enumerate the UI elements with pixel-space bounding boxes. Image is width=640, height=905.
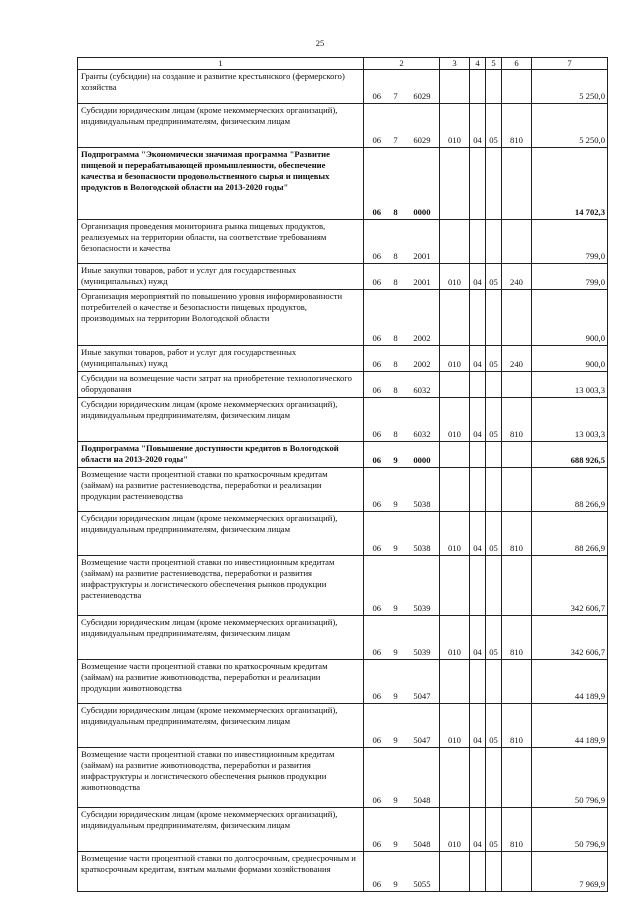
row-amount: 5 250,0: [532, 104, 608, 148]
code-direction: 5048: [413, 795, 431, 805]
row-code: [364, 290, 440, 346]
row-code: [364, 104, 440, 148]
row-col3: 010: [440, 512, 470, 556]
code-direction: 2001: [413, 277, 431, 287]
table-row: [78, 556, 608, 616]
code-section: 06: [372, 135, 382, 145]
table-row: [78, 808, 608, 852]
code-program: 9: [393, 647, 398, 657]
row-col3: [440, 660, 470, 704]
row-amount: 342 606,7: [532, 616, 608, 660]
row-code: [364, 70, 440, 104]
code-direction: 5048: [413, 839, 431, 849]
budget-table: [77, 57, 608, 892]
code-direction: 5038: [413, 543, 431, 553]
row-col4: [470, 220, 486, 264]
row-col4: 04: [470, 104, 486, 148]
row-col5: 05: [486, 398, 502, 442]
row-col4: 04: [470, 398, 486, 442]
row-amount: 88 266,9: [532, 468, 608, 512]
code-program: 8: [393, 207, 398, 217]
header-cell: 2: [364, 58, 440, 70]
row-col5: [486, 220, 502, 264]
row-col3: 010: [440, 704, 470, 748]
row-amount: 13 003,3: [532, 398, 608, 442]
code-program: 8: [393, 333, 398, 343]
code-program: 9: [393, 603, 398, 613]
code-program: 9: [393, 839, 398, 849]
row-col4: 04: [470, 346, 486, 372]
row-amount: 5 250,0: [532, 70, 608, 104]
row-col4: 04: [470, 616, 486, 660]
table-row: [78, 852, 608, 892]
row-description: Возмещение части процентной ставки по долгосрочным, среднесрочным и краткосрочным кредитам, взятым малыми формами хозяйствования: [78, 852, 364, 892]
table-row: [78, 70, 608, 104]
table-row: [78, 398, 608, 442]
row-code: [364, 398, 440, 442]
code-section: 06: [372, 385, 382, 395]
row-description: Организация мероприятий по повышению уровня информированности потребителей о качестве и безопасности пищевых продуктов, производимых на территории Вологодской области: [78, 290, 364, 346]
row-col5: 05: [486, 808, 502, 852]
table-row: [78, 660, 608, 704]
row-col5: [486, 660, 502, 704]
row-col6: [502, 372, 532, 398]
code-direction: 2002: [413, 333, 431, 343]
row-description: Субсидии на возмещение части затрат на приобретение технологического оборудования: [78, 372, 364, 398]
row-amount: 44 189,9: [532, 704, 608, 748]
row-amount: 799,0: [532, 264, 608, 290]
row-col6: [502, 852, 532, 892]
table-row: [78, 148, 608, 220]
code-program: 9: [393, 543, 398, 553]
row-col4: [470, 290, 486, 346]
row-code: [364, 468, 440, 512]
row-col6: [502, 468, 532, 512]
row-amount: 688 926,5: [532, 442, 608, 468]
row-col3: [440, 442, 470, 468]
row-col4: 04: [470, 704, 486, 748]
row-col4: [470, 660, 486, 704]
row-code: [364, 660, 440, 704]
row-col6: [502, 220, 532, 264]
table-row: [78, 220, 608, 264]
row-amount: 799,0: [532, 220, 608, 264]
row-amount: 50 796,9: [532, 808, 608, 852]
row-description: Субсидии юридическим лицам (кроме некоммерческих организаций), индивидуальным предпринимателям, физическим лицам: [78, 808, 364, 852]
row-code: [364, 616, 440, 660]
row-col6: [502, 70, 532, 104]
code-section: 06: [372, 603, 382, 613]
code-direction: 6029: [413, 91, 431, 101]
row-col3: [440, 468, 470, 512]
table-row: [78, 346, 608, 372]
row-col6: [502, 660, 532, 704]
row-col6: 240: [502, 264, 532, 290]
row-col5: [486, 852, 502, 892]
row-col4: [470, 852, 486, 892]
row-col5: 05: [486, 346, 502, 372]
row-code: [364, 852, 440, 892]
row-col4: 04: [470, 264, 486, 290]
row-col3: [440, 372, 470, 398]
code-section: 06: [372, 691, 382, 701]
row-col3: [440, 70, 470, 104]
table-row: [78, 442, 608, 468]
row-col3: 010: [440, 264, 470, 290]
code-section: 06: [372, 455, 382, 465]
row-description: Возмещение части процентной ставки по краткосрочным кредитам (займам) на развитие животноводства, переработки и реализации продукции животноводства: [78, 660, 364, 704]
code-section: 06: [372, 207, 382, 217]
table-row: [78, 748, 608, 808]
code-direction: 5038: [413, 499, 431, 509]
row-code: [364, 808, 440, 852]
row-col6: 810: [502, 398, 532, 442]
code-program: 8: [393, 385, 398, 395]
row-col3: 010: [440, 104, 470, 148]
row-description: Возмещение части процентной ставки по инвестиционным кредитам (займам) на развитие животноводства, переработки и развития инфраструктуры и логистического обеспечения рынков продукции животноводства: [78, 748, 364, 808]
code-direction: 2001: [413, 251, 431, 261]
row-col5: [486, 748, 502, 808]
row-description: Возмещение части процентной ставки по инвестиционным кредитам (займам) на развитие растениеводства, переработки и развития инфраструктуры и логистического обеспечения рынков продукции растениеводства: [78, 556, 364, 616]
row-description: Субсидии юридическим лицам (кроме некоммерческих организаций), индивидуальным предпринимателям, физическим лицам: [78, 704, 364, 748]
row-col3: [440, 556, 470, 616]
row-code: [364, 748, 440, 808]
row-col4: [470, 148, 486, 220]
row-col6: [502, 148, 532, 220]
row-code: [364, 372, 440, 398]
code-direction: 6029: [413, 135, 431, 145]
code-direction: 0000: [413, 207, 431, 217]
code-direction: 5047: [413, 691, 431, 701]
row-col4: [470, 748, 486, 808]
row-col3: 010: [440, 616, 470, 660]
code-program: 7: [393, 91, 398, 101]
code-section: 06: [372, 499, 382, 509]
code-program: 8: [393, 277, 398, 287]
code-direction: 0000: [413, 455, 431, 465]
row-col6: [502, 290, 532, 346]
row-col5: 05: [486, 512, 502, 556]
table-row: [78, 290, 608, 346]
row-col4: 04: [470, 512, 486, 556]
row-code: [364, 346, 440, 372]
code-program: 8: [393, 359, 398, 369]
row-col6: 810: [502, 616, 532, 660]
code-program: 9: [393, 691, 398, 701]
row-col4: [470, 70, 486, 104]
row-col5: [486, 148, 502, 220]
code-program: 9: [393, 499, 398, 509]
row-col3: [440, 748, 470, 808]
row-description: Возмещение части процентной ставки по краткосрочным кредитам (займам) на развитие растениеводства, переработки и реализации продукции растениеводства: [78, 468, 364, 512]
code-program: 9: [393, 879, 398, 889]
row-col6: 240: [502, 346, 532, 372]
row-code: [364, 704, 440, 748]
row-col3: [440, 290, 470, 346]
row-col4: [470, 372, 486, 398]
row-amount: 900,0: [532, 290, 608, 346]
row-col4: [470, 468, 486, 512]
row-col5: 05: [486, 104, 502, 148]
row-col4: [470, 556, 486, 616]
row-col6: 810: [502, 512, 532, 556]
row-col6: [502, 442, 532, 468]
code-program: 9: [393, 735, 398, 745]
table-row: [78, 264, 608, 290]
code-program: 9: [393, 455, 398, 465]
code-section: 06: [372, 251, 382, 261]
table-row: [78, 372, 608, 398]
code-section: 06: [372, 795, 382, 805]
row-col5: 05: [486, 616, 502, 660]
code-section: 06: [372, 359, 382, 369]
code-direction: 5039: [413, 647, 431, 657]
table-row: [78, 616, 608, 660]
code-program: 9: [393, 795, 398, 805]
row-description: Подпрограмма "Экономически значимая программа "Развитие пищевой и перерабатывающей промышленности, обеспечение качества и безопасности продовольственного сырья и пищевых продуктов в Вологодской области на 2013-2020 годы": [78, 148, 364, 220]
page-number: 25: [315, 38, 325, 48]
code-section: 06: [372, 647, 382, 657]
row-code: [364, 148, 440, 220]
table-row: [78, 468, 608, 512]
header-cell: 5: [486, 58, 502, 70]
row-col6: 810: [502, 104, 532, 148]
row-description: Субсидии юридическим лицам (кроме некоммерческих организаций), индивидуальным предпринимателям, физическим лицам: [78, 398, 364, 442]
row-col6: [502, 556, 532, 616]
row-code: [364, 264, 440, 290]
code-section: 06: [372, 839, 382, 849]
code-section: 06: [372, 277, 382, 287]
table-row: [78, 704, 608, 748]
code-section: 06: [372, 735, 382, 745]
code-direction: 5039: [413, 603, 431, 613]
row-col5: [486, 442, 502, 468]
row-description: Субсидии юридическим лицам (кроме некоммерческих организаций), индивидуальным предпринимателям, физическим лицам: [78, 616, 364, 660]
row-description: Гранты (субсидии) на создание и развитие крестьянского (фермерского) хозяйства: [78, 70, 364, 104]
table-header-row: [78, 58, 608, 70]
row-code: [364, 512, 440, 556]
code-direction: 6032: [413, 429, 431, 439]
row-code: [364, 556, 440, 616]
code-direction: 2002: [413, 359, 431, 369]
row-amount: 50 796,9: [532, 748, 608, 808]
row-description: Подпрограмма "Повышение доступности кредитов в Вологодской области на 2013-2020 годы": [78, 442, 364, 468]
code-section: 06: [372, 91, 382, 101]
header-cell: 6: [502, 58, 532, 70]
row-code: [364, 220, 440, 264]
row-amount: 14 702,3: [532, 148, 608, 220]
header-cell: 7: [532, 58, 608, 70]
row-description: Иные закупки товаров, работ и услуг для государственных (муниципальных) нужд: [78, 346, 364, 372]
row-amount: 900,0: [532, 346, 608, 372]
row-amount: 342 606,7: [532, 556, 608, 616]
code-program: 8: [393, 429, 398, 439]
row-col4: [470, 442, 486, 468]
code-program: 7: [393, 135, 398, 145]
row-description: Субсидии юридическим лицам (кроме некоммерческих организаций), индивидуальным предпринимателям, физическим лицам: [78, 512, 364, 556]
row-code: [364, 442, 440, 468]
row-col5: 05: [486, 264, 502, 290]
code-direction: 6032: [413, 385, 431, 395]
row-col5: [486, 468, 502, 512]
row-amount: 44 189,9: [532, 660, 608, 704]
row-col4: 04: [470, 808, 486, 852]
row-col3: 010: [440, 808, 470, 852]
row-amount: 88 266,9: [532, 512, 608, 556]
row-col5: 05: [486, 704, 502, 748]
header-cell: 3: [440, 58, 470, 70]
row-col6: 810: [502, 808, 532, 852]
row-col3: [440, 148, 470, 220]
row-amount: 7 969,9: [532, 852, 608, 892]
row-col3: [440, 220, 470, 264]
row-col5: [486, 70, 502, 104]
row-col3: [440, 852, 470, 892]
header-cell: 1: [78, 58, 364, 70]
row-description: Субсидии юридическим лицам (кроме некоммерческих организаций), индивидуальным предпринимателям, физическим лицам: [78, 104, 364, 148]
code-section: 06: [372, 543, 382, 553]
row-amount: 13 003,3: [532, 372, 608, 398]
row-description: Организация проведения мониторинга рынка пищевых продуктов, реализуемых на территории области, на соответствие требованиям безопасности и качества: [78, 220, 364, 264]
table-row: [78, 104, 608, 148]
row-col6: [502, 748, 532, 808]
code-section: 06: [372, 333, 382, 343]
row-col5: [486, 556, 502, 616]
row-col3: 010: [440, 398, 470, 442]
code-program: 8: [393, 251, 398, 261]
row-col5: [486, 290, 502, 346]
row-col6: 810: [502, 704, 532, 748]
code-section: 06: [372, 879, 382, 889]
row-description: Иные закупки товаров, работ и услуг для государственных (муниципальных) нужд: [78, 264, 364, 290]
row-col5: [486, 372, 502, 398]
row-col3: 010: [440, 346, 470, 372]
code-section: 06: [372, 429, 382, 439]
header-cell: 4: [470, 58, 486, 70]
code-direction: 5047: [413, 735, 431, 745]
code-direction: 5055: [413, 879, 431, 889]
table-row: [78, 512, 608, 556]
